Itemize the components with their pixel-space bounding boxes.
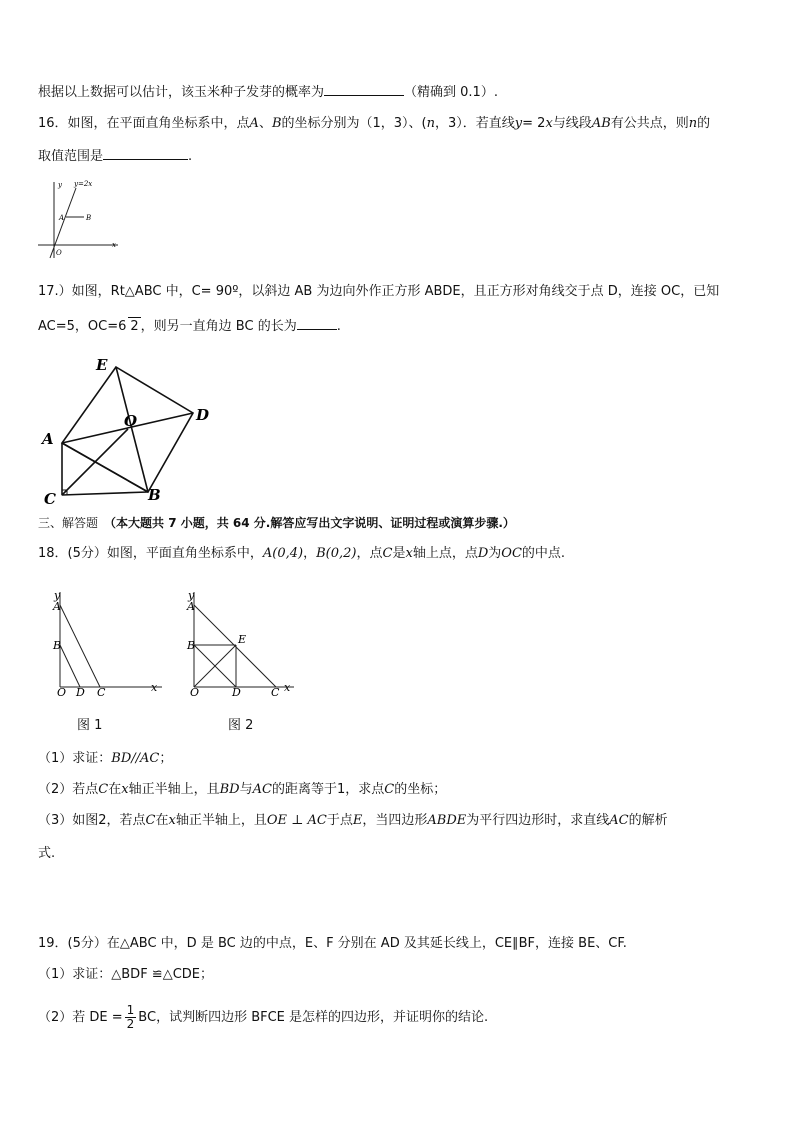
text: 轴上点，点: [412, 546, 478, 561]
denominator: 2: [126, 1017, 135, 1031]
text: 17.）如图，Rt△ABC 中，C= 90º，以斜边 AB 为边向外作正方形 ABDE，且正方形对角线交于点 D，连接 OC，已知: [38, 284, 720, 299]
question-16-line2: [38, 146, 192, 166]
point-c-label: C: [97, 686, 106, 698]
text: （2）若点: [38, 782, 99, 797]
origin-label: O: [57, 686, 67, 698]
question-18-part-3: [38, 812, 668, 830]
math: AC: [252, 782, 272, 797]
text: 为平行四边形时，求直线: [466, 813, 610, 828]
point-e-label: E: [238, 633, 247, 646]
axis-y-label: y: [58, 181, 62, 189]
math: BD: [219, 782, 240, 797]
text: ，: [303, 546, 317, 561]
axis-y-label: y: [188, 589, 195, 602]
point-b-label: B: [53, 639, 62, 652]
axis-x-label: x: [112, 241, 116, 249]
math: x: [405, 546, 413, 561]
math: OE ⊥ AC: [266, 813, 327, 828]
answer-blank: [103, 146, 188, 160]
question-18-part-2: [38, 781, 446, 799]
text: ；: [159, 751, 173, 766]
math: E: [352, 813, 363, 828]
math: = 2: [522, 116, 546, 131]
text: （1）求证：: [38, 751, 112, 766]
math: C: [382, 546, 393, 561]
text: 16．如图，在平面直角坐标系中，点: [38, 116, 250, 131]
question-17-line2: [38, 316, 341, 336]
point-d-label: D: [76, 686, 85, 698]
figure-18-2: [182, 588, 300, 698]
math: n: [688, 116, 698, 131]
math: x: [168, 813, 176, 828]
point-o-label: O: [124, 412, 138, 430]
axis-x-label: x: [284, 681, 291, 694]
origin-label: O: [56, 249, 62, 257]
text: （1）求证：△BDF ≌△CDE；: [38, 967, 213, 982]
numerator: 1: [126, 1003, 135, 1017]
section-heading: [38, 514, 515, 532]
text: （3）如图2，若点: [38, 813, 146, 828]
text: 的解析: [628, 813, 668, 828]
point-c-label: C: [44, 490, 56, 508]
point-a-label: A: [53, 600, 61, 613]
text: 于点: [326, 813, 353, 828]
text: 的: [697, 116, 711, 131]
text: ，3）．若直线: [435, 116, 515, 131]
math: n: [426, 116, 436, 131]
axis-x-label: x: [151, 681, 158, 694]
text: .: [336, 319, 341, 334]
math: y: [514, 116, 523, 131]
text: 18．(5分）如图，平面直角坐标系中，: [38, 546, 263, 561]
answer-blank: [324, 82, 404, 96]
math: A(0,4): [262, 546, 304, 561]
fraction: [125, 1004, 137, 1031]
text: 与: [239, 782, 253, 797]
figure-18-1: [50, 588, 168, 698]
point-b-label: B: [148, 486, 161, 504]
line-label: y=2x: [74, 180, 93, 188]
math: AB: [591, 116, 611, 131]
figure-16: [38, 178, 120, 262]
question-16: [38, 115, 710, 133]
text: 的中点.: [521, 546, 566, 561]
point-a-label: A: [187, 600, 195, 613]
math: BD//AC: [111, 751, 160, 766]
math: x: [121, 782, 129, 797]
math: B(0,2): [316, 546, 357, 561]
text: 为: [488, 546, 502, 561]
math: AC: [609, 813, 629, 828]
text: 、: [258, 116, 272, 131]
text: ，点: [356, 546, 383, 561]
math: ABDE: [427, 813, 467, 828]
text: 与线段: [552, 116, 592, 131]
math: OC: [501, 546, 522, 561]
text: 轴正半轴上，且: [128, 782, 220, 797]
point-b-label: B: [187, 639, 196, 652]
question-17: [38, 283, 719, 301]
text: AC=5，OC=6: [38, 319, 127, 334]
text: 的坐标；: [394, 782, 447, 797]
math: C: [98, 782, 109, 797]
question-18: [38, 545, 565, 563]
text: 19．(5分）在△ABC 中，D 是 BC 边的中点，E、F 分别在 AD 及其延长线上，CE∥BF，连接 BE、CF.: [38, 936, 627, 951]
question-19-part-1: [38, 966, 213, 984]
sqrt-radicand: 2: [130, 319, 139, 334]
text: （精确到 0.1）.: [404, 85, 498, 100]
math: x: [545, 116, 553, 131]
figure-1-caption: 图 1: [77, 718, 103, 733]
point-d-label: D: [232, 686, 241, 698]
figure-2-caption: 图 2: [228, 718, 254, 733]
text: 有公共点，则: [610, 116, 689, 131]
point-a-label: A: [42, 430, 54, 448]
math: D: [477, 546, 489, 561]
point-c-label: C: [271, 686, 280, 698]
point-d-label: D: [196, 406, 210, 424]
text: 式.: [38, 846, 56, 861]
text: ，则另一直角边 BC 的长为: [140, 319, 297, 334]
question-19: [38, 935, 627, 953]
question-18-part-1: [38, 750, 172, 768]
text: 是: [392, 546, 406, 561]
question-19-part-2: [38, 1003, 488, 1033]
text: 轴正半轴上，且: [175, 813, 267, 828]
axis-y-label: y: [54, 589, 61, 602]
text: BC，试判断四边形 BFCE 是怎样的四边形，并证明你的结论.: [138, 1010, 489, 1025]
question-18-part-3-line2: [38, 845, 55, 863]
text: 在: [155, 813, 169, 828]
text: .: [188, 149, 193, 164]
text: 的距离等于1，求点: [271, 782, 385, 797]
text: （2）若 DE =: [38, 1010, 123, 1025]
math: C: [384, 782, 395, 797]
answer-blank: [297, 316, 337, 330]
figure-17: [38, 350, 218, 508]
line-estimate: [38, 82, 498, 102]
math: A: [249, 116, 259, 131]
origin-label: O: [190, 686, 200, 698]
point-a-label: A: [59, 214, 65, 222]
section-title: 三、解答题: [38, 516, 99, 530]
text: 根据以上数据可以估计，该玉米种子发芽的概率为: [38, 85, 325, 100]
text: 的坐标分别为（1，3）、(: [281, 116, 427, 131]
math: B: [271, 116, 282, 131]
math: C: [145, 813, 156, 828]
section-instructions: （本大题共 7 小题，共 64 分.解答应写出文字说明、证明过程或演算步骤.）: [104, 516, 515, 530]
point-e-label: E: [96, 356, 108, 374]
point-b-label: B: [86, 214, 92, 222]
text: 在: [108, 782, 122, 797]
text: ，当四边形: [362, 813, 428, 828]
text: 取值范围是: [38, 149, 104, 164]
